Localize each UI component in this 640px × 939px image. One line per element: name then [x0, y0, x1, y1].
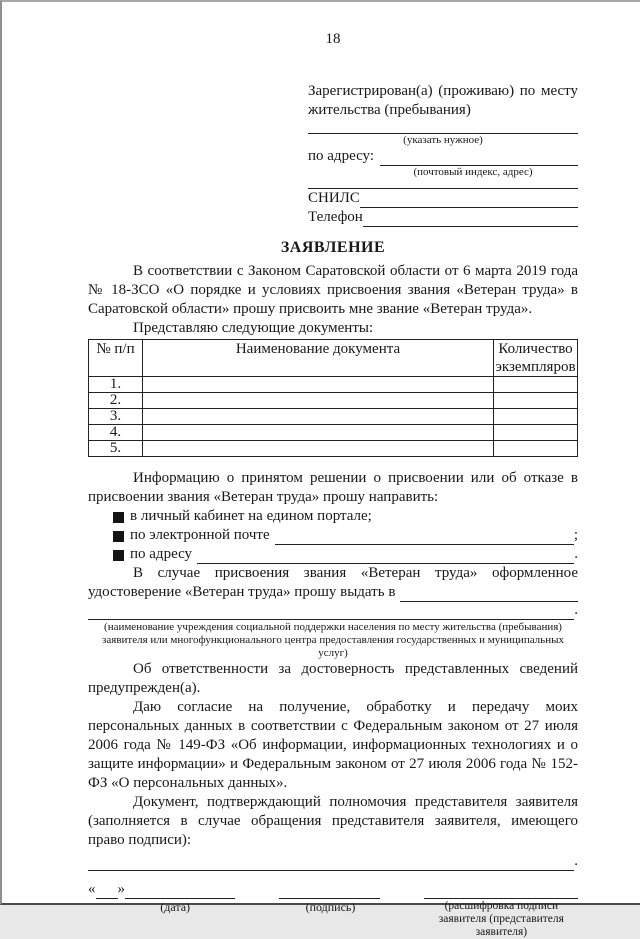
- issue-place-continuation: [88, 602, 578, 620]
- representative-document-line: [88, 855, 578, 871]
- checkbox-filled-icon: [113, 512, 124, 523]
- table-row: [89, 377, 578, 393]
- phone-label: Телефон: [308, 209, 363, 225]
- checkbox-filled-icon: [113, 550, 124, 561]
- issue-place-blank-line: [400, 601, 578, 602]
- institution-hint: (наименование учреждения социальной поддержки населения по месту жительства (пребывания) заявителя или многофункционального центра предоставления государственных и муниципальных услуг): [102, 621, 564, 659]
- date-quotes: [88, 880, 125, 899]
- hint-address: (почтовый индекс, адрес): [413, 166, 533, 178]
- address-row: [308, 147, 578, 166]
- punctuation: ;: [573, 527, 578, 543]
- punctuation: .: [574, 853, 578, 869]
- documents-table: [88, 339, 578, 457]
- spacer: [308, 179, 578, 188]
- certificate-line1: В случае присвоения звания «Ветеран труда» оформленное: [133, 565, 578, 581]
- document-count-cell: [494, 409, 578, 425]
- signature-field: [279, 885, 380, 899]
- row-number: 5.: [89, 441, 143, 457]
- document-name-cell: [143, 409, 494, 425]
- phone-blank-line: [363, 226, 578, 227]
- quote-open: «: [88, 881, 96, 897]
- row-number: 2.: [89, 393, 143, 409]
- checkbox-filled-icon: [113, 531, 124, 542]
- sign-label: (подпись): [305, 900, 356, 914]
- page-number: 18: [325, 31, 341, 47]
- signature-row: [88, 880, 578, 899]
- document-name-cell: [143, 425, 494, 441]
- punctuation: .: [574, 602, 578, 618]
- column-header-count: Количество экземпляров: [495, 341, 576, 375]
- document-count-cell: [494, 393, 578, 409]
- option-label: по электронной почте: [130, 527, 270, 543]
- name-label: (расшифровка подписи заявителя (представителя заявителя): [438, 900, 564, 938]
- representative-paragraph: Документ, подтверждающий полномочия представителя заявителя (заполняется в случае обращения представителя заявителя, имеющего право подписи):: [88, 794, 578, 848]
- row-number: 4.: [89, 425, 143, 441]
- date-label: (дата): [160, 900, 191, 914]
- name-field: [424, 885, 578, 899]
- hint-specify: (указать нужное): [403, 134, 483, 146]
- address-label: по адресу:: [308, 148, 375, 164]
- table-row: [89, 441, 578, 457]
- documents-lead: Представляю следующие документы:: [133, 320, 374, 336]
- document-title: ЗАЯВЛЕНИЕ: [280, 239, 386, 256]
- document-count-cell: [494, 425, 578, 441]
- page-content: [88, 2, 578, 939]
- table-row: [89, 393, 578, 409]
- date-label-wrap: [88, 899, 236, 914]
- punctuation: .: [574, 546, 578, 562]
- blank-line: [88, 870, 574, 871]
- document-count-cell: [494, 377, 578, 393]
- email-blank-line: [275, 544, 574, 545]
- option-address: [113, 545, 578, 564]
- date-blank-line: [125, 885, 235, 899]
- intro-paragraph: В соответствии с Законом Саратовской области от 6 марта 2019 года № 18-ЗСО «О порядке и условиях присвоения звания «Ветеран труда» в Саратовской области» прошу присвоить мне звание «Ветеран труда».: [88, 263, 578, 317]
- option-email: [113, 526, 578, 545]
- document-name-cell: [143, 377, 494, 393]
- document-name-cell: [143, 393, 494, 409]
- name-label-wrap: [425, 899, 578, 939]
- table-row: [89, 425, 578, 441]
- registration-block: [308, 82, 578, 227]
- spacer: [308, 120, 578, 133]
- row-number: 1.: [89, 377, 143, 393]
- option-label: в личный кабинет на едином портале;: [130, 508, 372, 524]
- snils-row: [308, 189, 578, 208]
- blank-line: [88, 619, 574, 620]
- row-number: 3.: [89, 409, 143, 425]
- signature-labels: [88, 899, 578, 939]
- phone-row: [308, 208, 578, 227]
- consent-paragraph: Даю согласие на получение, обработку и передачу моих персональных данных в соответствии с Федеральным законом от 27 июля 2006 года № 149-ФЗ «Об информации, информационных технологиях и о защите информации» и Федеральным законом от 27 июля 2006 года № 152-ФЗ «О персональных данных».: [88, 699, 578, 791]
- sign-label-wrap: [280, 899, 380, 914]
- quote-close: »: [117, 881, 125, 897]
- table-row: [89, 409, 578, 425]
- certificate-line2: [88, 583, 578, 602]
- document-name-cell: [143, 441, 494, 457]
- decision-lead: Информацию о принятом решении о присвоении или об отказе в присвоении звания «Ветеран труда» прошу направить:: [88, 470, 578, 505]
- option-label: по адресу: [130, 546, 193, 562]
- document-count-cell: [494, 441, 578, 457]
- registration-text: Зарегистрирован(а) (проживаю) по месту жительства (пребывания): [308, 83, 578, 118]
- signature-blank-line: [279, 885, 380, 899]
- table-header-row: [89, 340, 578, 377]
- option-personal-account: [113, 507, 578, 526]
- certificate-line2-text: удостоверение «Ветеран труда» прошу выдать в: [88, 584, 396, 600]
- date-field: [88, 880, 235, 899]
- column-header-name: Наименование документа: [143, 340, 494, 377]
- snils-blank-line: [360, 207, 578, 208]
- name-blank-line: [424, 885, 578, 899]
- column-header-number: № п/п: [89, 340, 143, 377]
- responsibility-paragraph: Об ответственности за достоверность представленных сведений предупрежден(а).: [88, 661, 578, 696]
- snils-label: СНИЛС: [308, 190, 360, 206]
